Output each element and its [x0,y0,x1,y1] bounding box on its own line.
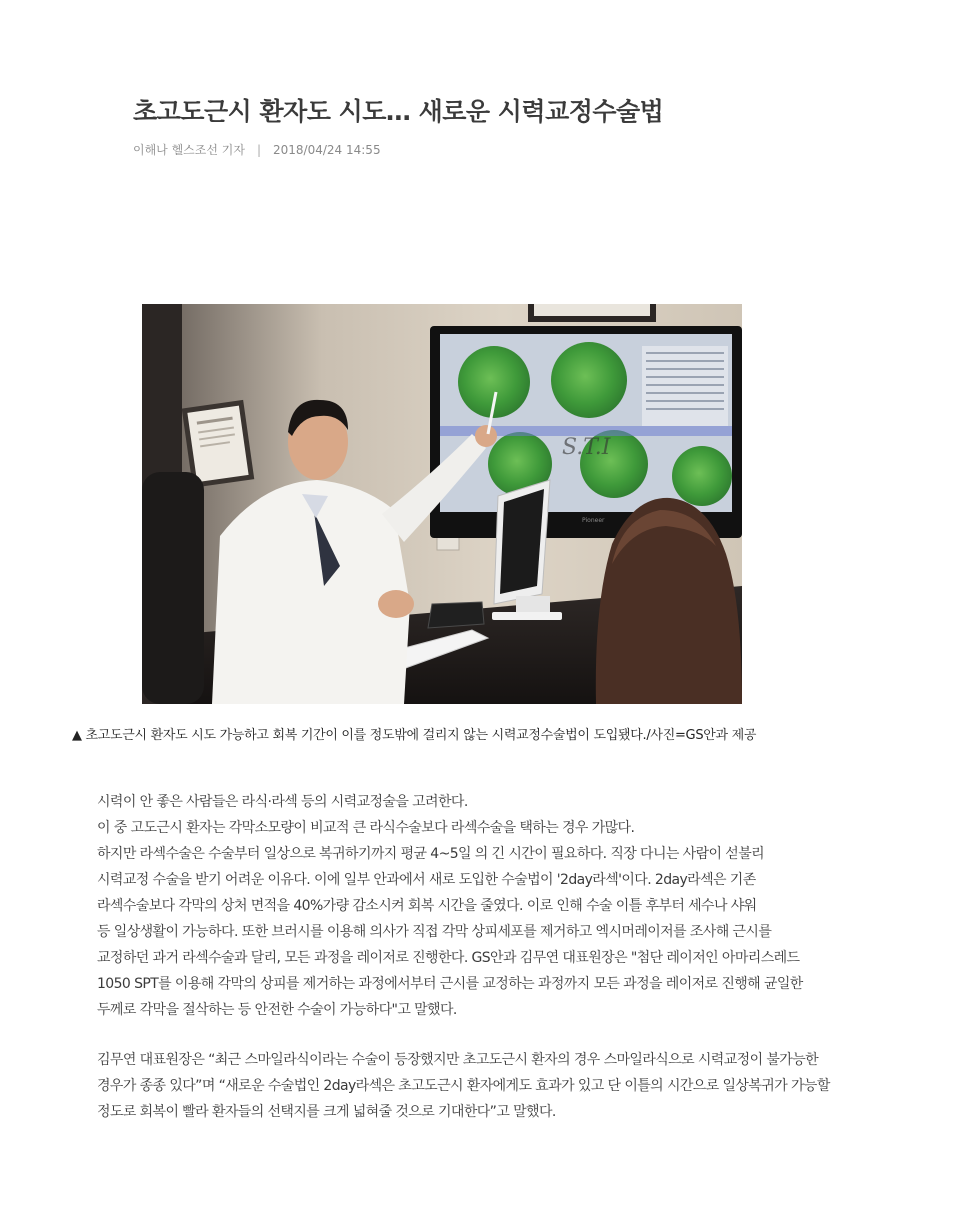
byline [133,141,381,158]
body-line: 시력교정 수술을 받기 어려운 이유다. 이에 일부 안과에서 새로 도입한 수술법이 '2day라섹'이다. 2day라섹은 기존 [97,872,756,888]
body-line: 두께로 각막을 절삭하는 등 안전한 수술이 가능하다"고 말했다. [97,1002,457,1018]
body-paragraph-2 [97,1047,877,1125]
body-line: 정도로 회복이 빨라 환자들의 선택지를 크게 넓혀줄 것으로 기대한다”고 말했다. [97,1104,556,1120]
body-line: 등 일상생활이 가능하다. 또한 브러시를 이용해 의사가 직접 각막 상피세포를 제거하고 엑시머레이저를 조사해 근시를 [97,924,772,940]
publish-date: 2018/04/24 14:55 [273,143,381,157]
body-line: 라섹수술보다 각막의 상처 면적을 40%가량 감소시켜 회복 시간을 줄였다. 이로 인해 수술 이틀 후부터 세수나 샤워 [97,898,757,914]
photo-caption: ▲ 초고도근시 환자도 시도 가능하고 회복 기간이 이를 정도밖에 걸리지 않는 시력교정수술법이 도입됐다./사진=GS안과 제공 [72,728,757,743]
monitor-brand: Pioneer [582,517,605,524]
body-line: 하지만 라섹수술은 수술부터 일상으로 복귀하기까지 평균 4~5일 의 긴 시간이 필요하다. 직장 다니는 사람이 섣불리 [97,846,765,862]
body-line: 교정하던 과거 라섹수술과 달리, 모든 과정을 레이저로 진행한다. GS안과 김무연 대표원장은 "첨단 레이저인 아마리스레드 [97,950,800,966]
article-photo [142,304,742,704]
byline-separator: | [256,143,262,157]
article-body [97,789,877,1149]
body-line: 경우가 종종 있다”며 “새로운 수술법인 2day라섹은 초고도근시 환자에게도 효과가 있고 단 이틀의 시간으로 일상복귀가 가능할 [97,1078,830,1094]
body-line: 김무연 대표원장은 “최근 스마일라식이라는 수술이 등장했지만 초고도근시 환자의 경우 스마일라식으로 시력교정이 불가능한 [97,1052,819,1068]
body-line: 시력이 안 좋은 사람들은 라식·라섹 등의 시력교정술을 고려한다. [97,794,468,810]
clinic-consultation-photo [142,304,742,704]
body-line: 이 중 고도근시 환자는 각막소모량이 비교적 큰 라식수술보다 라섹수술을 택하는 경우 가많다. [97,820,635,836]
article-title: 초고도근시 환자도 시도… 새로운 시력교정수술법 [133,97,664,126]
body-line: 1050 SPT를 이용해 각막의 상피를 제거하는 과정에서부터 근시를 교정하는 과정까지 모든 과정을 레이저로 진행해 균일한 [97,976,803,992]
author-name: 이해나 헬스조선 기자 [133,143,245,157]
monitor-writing: S.T.I [562,435,611,460]
body-paragraph-1 [97,789,877,1023]
